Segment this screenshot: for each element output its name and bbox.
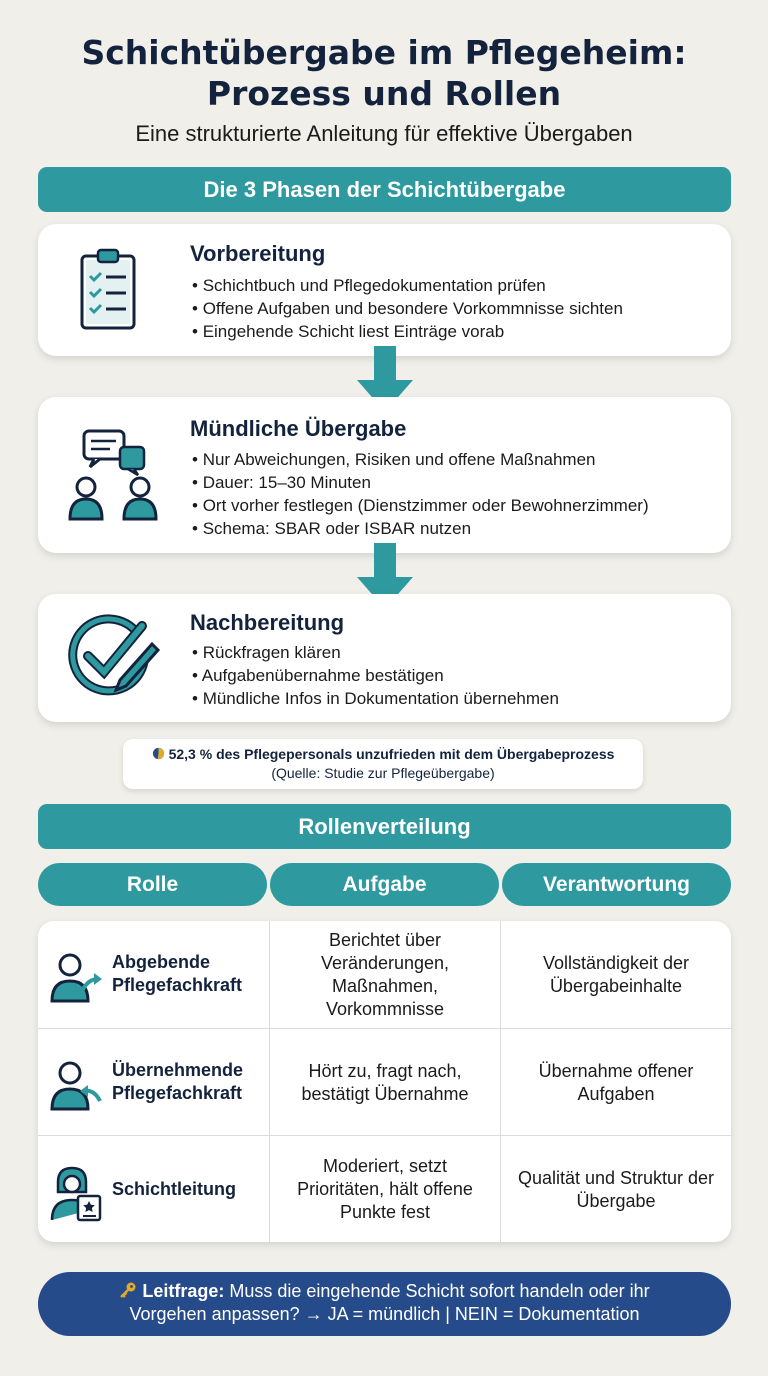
responsibility-cell xyxy=(500,921,731,1028)
phase-bullets xyxy=(192,274,623,343)
phase-title: Mündliche Übergabe xyxy=(190,416,407,441)
list-item: • Schema: SBAR oder ISBAR nutzen xyxy=(192,517,649,540)
list-item: • Dauer: 15–30 Minuten xyxy=(192,471,649,494)
person-receive-icon xyxy=(48,1059,104,1111)
nurse-lead-icon xyxy=(48,1166,104,1222)
list-item: • Offene Aufgaben und besondere Vorkommnisse sichten xyxy=(192,297,623,320)
responsibility-cell xyxy=(500,1136,731,1242)
responsibility-text: Qualität und Struktur der Übergabe xyxy=(517,1167,715,1211)
task-cell xyxy=(269,1136,500,1242)
phases-heading: Die 3 Phasen der Schichtübergabe xyxy=(38,167,731,212)
role-name xyxy=(112,1059,243,1105)
clipboard-checklist-icon xyxy=(68,246,148,336)
task-cell xyxy=(269,1029,500,1136)
guiding-question-line-1 xyxy=(38,1280,731,1303)
role-name xyxy=(112,1178,236,1201)
role-name-line: Schichtleitung xyxy=(112,1179,237,1199)
role-name-line: Übernehmende xyxy=(112,1060,244,1080)
phase-title: Nachbereitung xyxy=(190,610,345,635)
guiding-question-line-2: Vorgehen anpassen? → JA = mündlich | NEIN = Dokumentation xyxy=(129,1304,640,1324)
role-name-line: Abgebende xyxy=(112,952,211,972)
phase-bullets xyxy=(192,641,559,710)
role-name-line: Pflegefachkraft xyxy=(112,1083,243,1103)
responsibility-text: Vollständigkeit der Übergabeinhalte xyxy=(542,952,690,996)
roles-table xyxy=(38,921,731,1242)
table-row xyxy=(38,1028,731,1135)
list-item: • Nur Abweichungen, Risiken und offene Maßnahmen xyxy=(192,448,649,471)
table-row xyxy=(38,1135,731,1242)
title-line-2: Prozess und Rollen xyxy=(206,74,562,113)
phase-card-muendliche-uebergabe xyxy=(38,397,731,553)
list-item: • Ort vorher festlegen (Dienstzimmer oder Bewohnerzimmer) xyxy=(192,494,649,517)
page-title xyxy=(0,32,768,114)
pie-chart-icon xyxy=(152,747,165,760)
person-handoff-icon xyxy=(48,951,104,1003)
role-name-line: Pflegefachkraft xyxy=(112,975,243,995)
list-item: • Eingehende Schicht liest Einträge vorab xyxy=(192,320,623,343)
responsibility-text: Übernahme offener Aufgaben xyxy=(538,1060,694,1104)
task-text: Berichtet über Veränderungen, Maßnahmen, Vorkommnisse xyxy=(320,929,450,1019)
column-header-aufgabe: Aufgabe xyxy=(270,863,499,906)
roles-heading: Rollenverteilung xyxy=(38,804,731,849)
table-row xyxy=(38,921,731,1028)
statistic-text-line xyxy=(123,746,643,762)
phase-card-nachbereitung xyxy=(38,594,731,722)
statistic-source: (Quelle: Studie zur Pflegeübergabe) xyxy=(271,765,495,781)
task-text: Hört zu, fragt nach, bestätigt Übernahme xyxy=(301,1060,469,1104)
guiding-question-text: Muss die eingehende Schicht sofort handeln oder ihr xyxy=(229,1281,650,1301)
key-icon xyxy=(119,1281,137,1299)
phase-card-vorbereitung xyxy=(38,224,731,356)
task-cell xyxy=(269,921,500,1028)
list-item: • Aufgabenübernahme bestätigen xyxy=(192,664,559,687)
checkmark-pen-icon xyxy=(68,612,163,702)
task-text: Moderiert, setzt Prioritäten, hält offene Punkte fest xyxy=(297,1156,473,1222)
people-conversation-icon xyxy=(68,427,168,527)
list-item: • Mündliche Infos in Dokumentation übernehmen xyxy=(192,687,559,710)
responsibility-cell xyxy=(500,1029,731,1136)
phase-title: Vorbereitung xyxy=(190,241,326,266)
guiding-question-banner xyxy=(38,1272,731,1336)
role-name xyxy=(112,951,242,997)
role-cell xyxy=(38,921,269,1028)
statistic-box xyxy=(123,739,643,789)
column-header-rolle: Rolle xyxy=(38,863,267,906)
role-cell xyxy=(38,1136,269,1242)
list-item: • Rückfragen klären xyxy=(192,641,559,664)
guiding-question-label: Leitfrage: xyxy=(142,1281,225,1301)
page-subtitle: Eine strukturierte Anleitung für effektive Übergaben xyxy=(135,121,633,146)
column-header-verantwortung: Verantwortung xyxy=(502,863,731,906)
list-item: • Schichtbuch und Pflegedokumentation prüfen xyxy=(192,274,623,297)
statistic-text: 52,3 % des Pflegepersonals unzufrieden mit dem Übergabeprozess xyxy=(168,746,615,762)
phase-bullets xyxy=(192,448,649,540)
title-line-1: Schichtübergabe im Pflegeheim: xyxy=(81,33,687,72)
role-cell xyxy=(38,1029,269,1136)
